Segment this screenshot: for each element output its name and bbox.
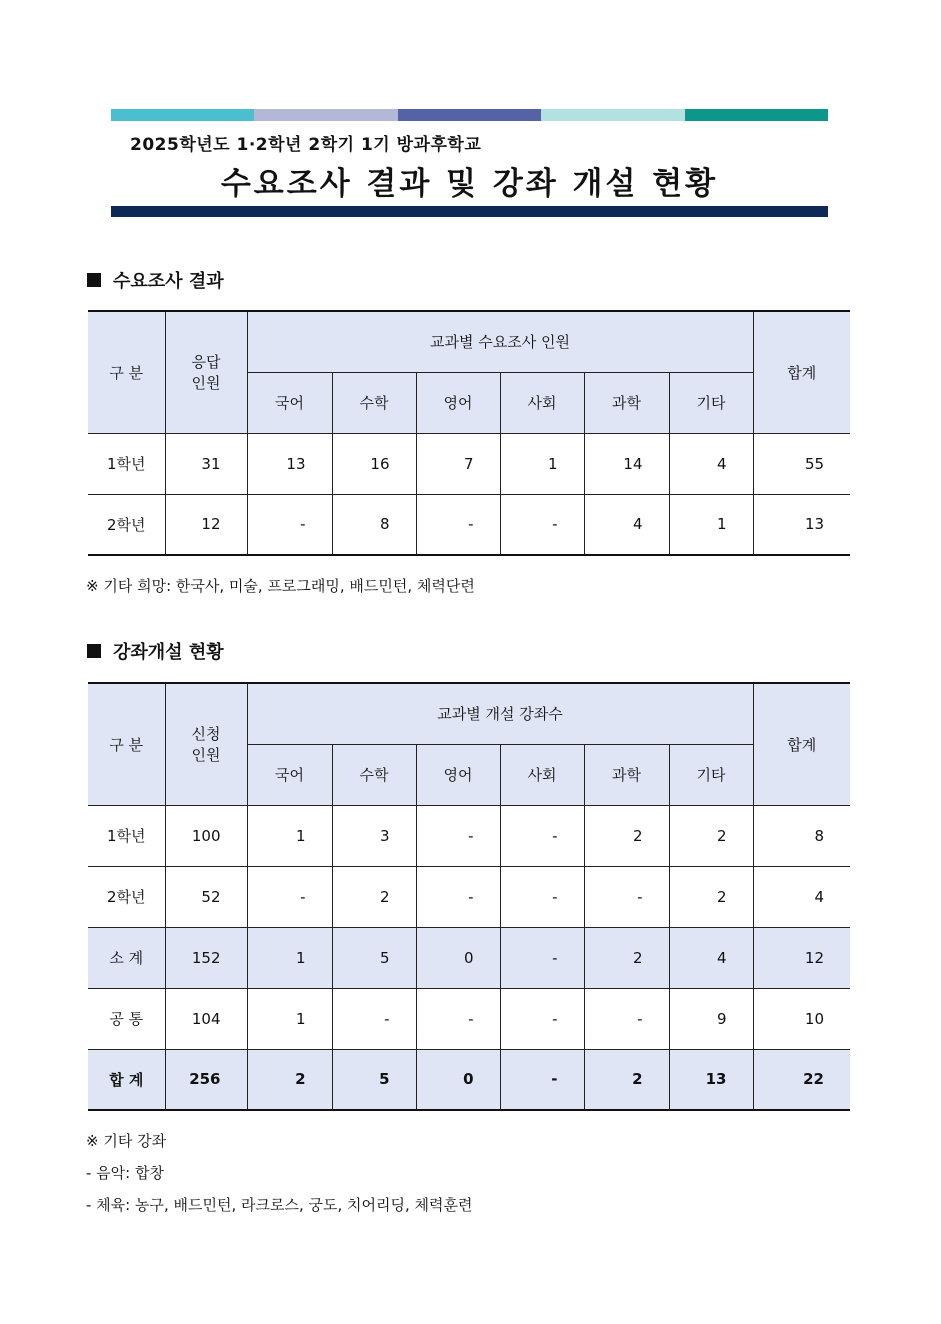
- black-square-icon: [87, 273, 101, 287]
- header-subject: 수학: [332, 372, 416, 433]
- cell-value: 0: [416, 927, 500, 988]
- section-heading-survey: [87, 267, 224, 293]
- header-line: 인원: [191, 746, 221, 765]
- courses-note-pe: - 체육: 농구, 배드민턴, 라크로스, 궁도, 치어리딩, 체력훈련: [86, 1196, 473, 1214]
- header-subject: 사회: [500, 372, 584, 433]
- section-heading-courses: [87, 638, 224, 664]
- header-category: 구 분: [88, 683, 165, 805]
- row-label: 1학년: [88, 433, 165, 494]
- cell-value: 7: [416, 433, 500, 494]
- cell-total: 13: [753, 494, 850, 555]
- table-row: [88, 988, 850, 1049]
- color-segment: [111, 109, 254, 121]
- cell-value: 2: [669, 805, 753, 866]
- cell-value: 2: [584, 1049, 669, 1110]
- course-status-table: [88, 682, 850, 1111]
- cell-total: 12: [753, 927, 850, 988]
- row-label: 1학년: [88, 805, 165, 866]
- cell-value: 1: [500, 433, 584, 494]
- cell-count: 104: [165, 988, 247, 1049]
- cell-value: 3: [332, 805, 416, 866]
- cell-value: -: [416, 988, 500, 1049]
- table-row: [88, 805, 850, 866]
- cell-total: 8: [753, 805, 850, 866]
- header-line: 신청: [191, 725, 221, 744]
- header-subject-group: 교과별 개설 강좌수: [247, 683, 753, 744]
- cell-value: 16: [332, 433, 416, 494]
- cell-value: 5: [332, 1049, 416, 1110]
- cell-value: 1: [247, 805, 332, 866]
- header-subject: 기타: [669, 744, 753, 805]
- cell-value: -: [500, 866, 584, 927]
- cell-count: 12: [165, 494, 247, 555]
- grand-total-row: [88, 1049, 850, 1110]
- cell-value: 13: [247, 433, 332, 494]
- cell-value: 8: [332, 494, 416, 555]
- table-row: [88, 433, 850, 494]
- survey-note: ※ 기타 희망: 한국사, 미술, 프로그래밍, 배드민턴, 체력단련: [86, 577, 475, 595]
- cell-value: -: [500, 988, 584, 1049]
- row-label: 소 계: [88, 927, 165, 988]
- cell-value: 14: [584, 433, 669, 494]
- row-label: 2학년: [88, 866, 165, 927]
- header-subject: 기타: [669, 372, 753, 433]
- header-color-bar: [111, 109, 828, 121]
- cell-value: 13: [669, 1049, 753, 1110]
- cell-value: 2: [247, 1049, 332, 1110]
- row-label: 합 계: [88, 1049, 165, 1110]
- cell-value: -: [500, 805, 584, 866]
- cell-count: 52: [165, 866, 247, 927]
- header-subject: 과학: [584, 372, 669, 433]
- row-label: 공 통: [88, 988, 165, 1049]
- title-underline-bar: [111, 206, 828, 217]
- header-total: 합계: [753, 311, 850, 433]
- header-applicants: [165, 683, 247, 805]
- cell-value: -: [500, 494, 584, 555]
- courses-note-heading: ※ 기타 강좌: [86, 1132, 167, 1150]
- header-category: 구 분: [88, 311, 165, 433]
- cell-value: 2: [669, 866, 753, 927]
- cell-value: 4: [669, 433, 753, 494]
- cell-value: -: [500, 927, 584, 988]
- black-square-icon: [87, 644, 101, 658]
- table-row: [88, 866, 850, 927]
- document-subtitle: 2025학년도 1·2학년 2학기 1기 방과후학교: [130, 135, 482, 155]
- document-title: 수요조사 결과 및 강좌 개설 현황: [220, 166, 719, 202]
- row-label: 2학년: [88, 494, 165, 555]
- cell-total: 55: [753, 433, 850, 494]
- cell-value: -: [500, 1049, 584, 1110]
- section-title: 수요조사 결과: [113, 271, 224, 292]
- cell-total: 4: [753, 866, 850, 927]
- table-row: [88, 494, 850, 555]
- header-subject: 국어: [247, 372, 332, 433]
- cell-value: 5: [332, 927, 416, 988]
- cell-value: -: [416, 805, 500, 866]
- cell-value: 2: [584, 927, 669, 988]
- cell-value: 2: [584, 805, 669, 866]
- cell-value: -: [247, 494, 332, 555]
- cell-value: 1: [669, 494, 753, 555]
- header-subject: 영어: [416, 744, 500, 805]
- cell-value: -: [584, 988, 669, 1049]
- cell-count: 31: [165, 433, 247, 494]
- header-subject: 수학: [332, 744, 416, 805]
- courses-note-music: - 음악: 합창: [86, 1164, 164, 1182]
- cell-value: -: [332, 988, 416, 1049]
- cell-value: 2: [332, 866, 416, 927]
- header-line: 응답: [191, 353, 221, 372]
- header-respondents: [165, 311, 247, 433]
- color-segment: [398, 109, 541, 121]
- color-segment: [254, 109, 397, 121]
- header-total: 합계: [753, 683, 850, 805]
- cell-value: -: [416, 494, 500, 555]
- header-subject: 국어: [247, 744, 332, 805]
- cell-value: 9: [669, 988, 753, 1049]
- header-subject: 영어: [416, 372, 500, 433]
- cell-total: 10: [753, 988, 850, 1049]
- cell-total: 22: [753, 1049, 850, 1110]
- cell-count: 100: [165, 805, 247, 866]
- color-segment: [541, 109, 684, 121]
- cell-value: 4: [584, 494, 669, 555]
- header-subject: 사회: [500, 744, 584, 805]
- cell-value: -: [584, 866, 669, 927]
- cell-count: 256: [165, 1049, 247, 1110]
- survey-results-table: [88, 310, 850, 556]
- cell-value: 1: [247, 927, 332, 988]
- cell-value: -: [247, 866, 332, 927]
- cell-count: 152: [165, 927, 247, 988]
- cell-value: 0: [416, 1049, 500, 1110]
- cell-value: 1: [247, 988, 332, 1049]
- subtotal-row: [88, 927, 850, 988]
- cell-value: 4: [669, 927, 753, 988]
- header-line: 인원: [191, 374, 221, 393]
- header-subject-group: 교과별 수요조사 인원: [247, 311, 753, 372]
- section-title: 강좌개설 현황: [113, 642, 224, 663]
- cell-value: -: [416, 866, 500, 927]
- header-subject: 과학: [584, 744, 669, 805]
- color-segment: [685, 109, 828, 121]
